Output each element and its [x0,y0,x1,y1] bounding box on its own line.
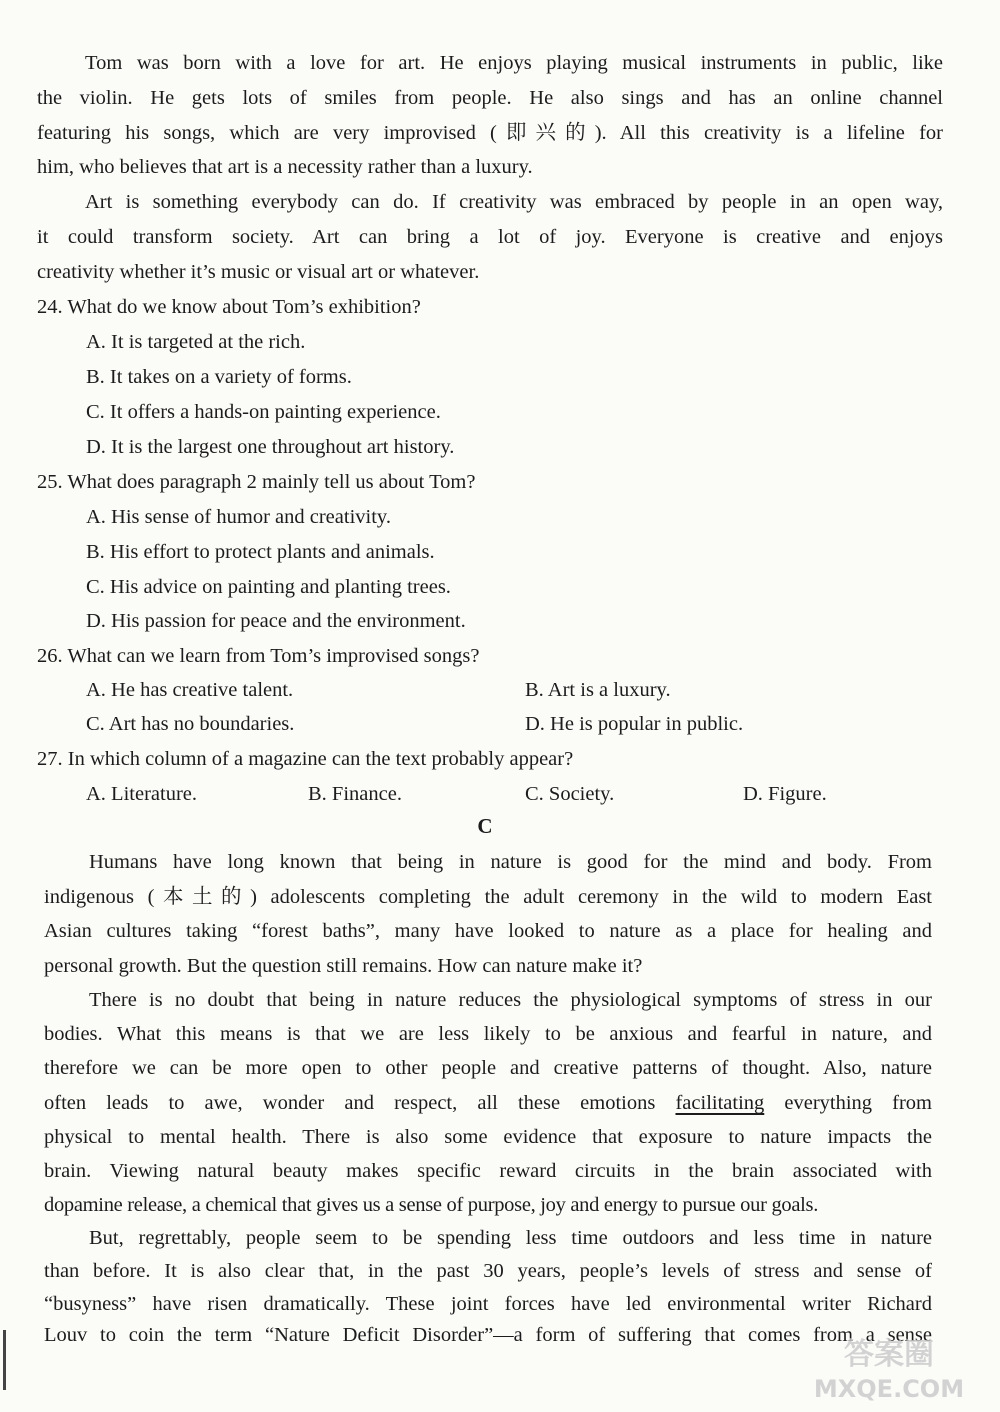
passage-line: dopamine release, a chemical that gives us a sense of purpose, joy and energy to pursue our goals. [44,1194,819,1216]
answer-option: C. Art has no boundaries. [86,713,295,735]
passage-text: everything from [764,1092,933,1114]
answer-option: A. It is targeted at the rich. [86,331,306,353]
section-heading: C [477,814,493,838]
passage-line: brain. Viewing natural beauty makes specific reward circuits in the brain associated with [44,1160,932,1182]
answer-option: B. Finance. [308,783,402,805]
passage-line: therefore we can be more open to other people and creative patterns of thought. Also, nature [44,1057,932,1079]
passage-line: Tom was born with a love for art. He enjoys playing musical instruments in public, like [85,52,943,74]
passage-line: Humans have long known that being in nature is good for the mind and body. From [89,851,932,873]
passage-line: physical to mental health. There is also some evidence that exposure to nature impacts the [44,1126,932,1148]
passage-line: personal growth. But the question still remains. How can nature make it? [44,955,643,977]
passage-line: bodies. What this means is that we are less likely to be anxious and fearful in nature, and [44,1023,932,1045]
question-stem: 27. In which column of a magazine can the text probably appear? [37,748,574,770]
passage-text: often leads to awe, wonder and respect, all these emotions [44,1092,676,1114]
answer-option: C. Society. [525,783,615,805]
passage-line: creativity whether it’s music or visual art or whatever. [37,261,480,283]
answer-option: D. He is popular in public. [525,713,744,735]
passage-line: Art is something everybody can do. If creativity was embraced by people in an open way, [85,191,943,213]
passage-line [44,1090,932,1116]
answer-option: A. He has creative talent. [86,679,294,701]
passage-line: Asian cultures taking “forest baths”, many have looked to nature as a place for healing and [44,920,932,942]
answer-option: B. Art is a luxury. [525,679,671,701]
answer-option: C. It offers a hands-on painting experience. [86,401,441,423]
passage-line: featuring his songs, which are very improvised (即兴的). All this creativity is a lifeline for [37,122,943,144]
passage-line: it could transform society. Art can bring a lot of joy. Everyone is creative and enjoys [37,226,943,248]
scan-edge-mark [3,1330,6,1390]
watermark-url: MXQE.COM [813,1375,965,1403]
passage-line: him, who believes that art is a necessity rather than a luxury. [37,156,533,178]
answer-option: B. His effort to protect plants and animals. [86,541,435,563]
passage-line: indigenous (本土的) adolescents completing the adult ceremony in the wild to modern East [44,886,932,908]
passage-line: Louv to coin the term “Nature Deficit Disorder”—a form of suffering that comes from a sense [44,1324,932,1346]
question-stem: 25. What does paragraph 2 mainly tell us about Tom? [37,471,476,493]
answer-option: D. It is the largest one throughout art history. [86,436,455,458]
watermark-text: 答案圈 [844,1337,934,1372]
answer-option: D. Figure. [743,783,827,805]
underlined-word: facilitating [675,1092,765,1114]
answer-option: D. His passion for peace and the environment. [86,610,466,632]
answer-option: B. It takes on a variety of forms. [86,366,352,388]
answer-option: A. Literature. [86,783,197,805]
answer-option: C. His advice on painting and planting trees. [86,576,451,598]
passage-line: There is no doubt that being in nature reduces the physiological symptoms of stress in our [89,989,932,1011]
passage-line: the violin. He gets lots of smiles from people. He also sings and has an online channel [37,87,943,109]
passage-line: But, regrettably, people seem to be spending less time outdoors and less time in nature [89,1227,932,1249]
question-stem: 26. What can we learn from Tom’s improvised songs? [37,645,480,667]
passage-line: than before. It is also clear that, in the past 30 years, people’s levels of stress and sense of [44,1260,932,1282]
question-stem: 24. What do we know about Tom’s exhibition? [37,296,421,318]
passage-line: “busyness” have risen dramatically. These joint forces have led environmental writer Richard [44,1293,932,1315]
watermark-logo [784,1338,994,1408]
answer-option: A. His sense of humor and creativity. [86,506,391,528]
